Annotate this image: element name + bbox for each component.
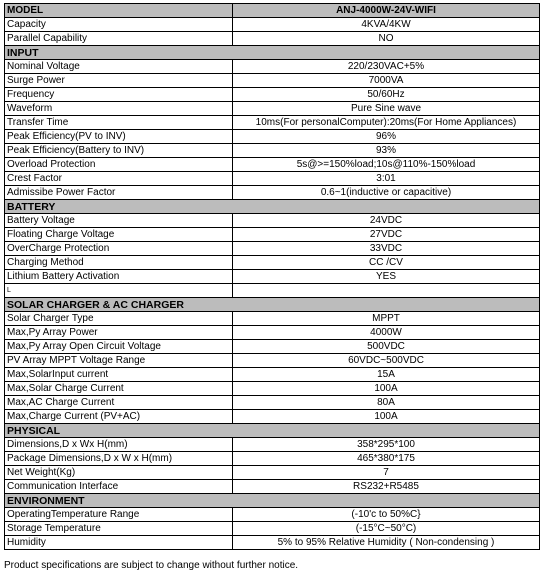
model-value: ANJ-4000W-24V-WIFI (233, 4, 540, 18)
spec-value: CC /CV (233, 256, 540, 270)
spec-value (233, 284, 540, 298)
spec-label: Peak Efficiency(PV to INV) (5, 130, 233, 144)
footer-note: Product specifications are subject to change without further notice. (4, 560, 299, 571)
spec-label: Max,Solar Charge Current (5, 382, 233, 396)
section-title: PHYSICAL (5, 424, 540, 438)
spec-row (5, 74, 540, 88)
section-header-row (5, 424, 540, 438)
spec-value: 220/230VAC+5% (233, 60, 540, 74)
spec-value: 33VDC (233, 242, 540, 256)
spec-label: Max,Py Array Power (5, 326, 233, 340)
spec-label: OverCharge Protection (5, 242, 233, 256)
spec-row (5, 144, 540, 158)
spec-value: MPPT (233, 312, 540, 326)
spec-value: 5s@>=150%load;10s@110%-150%load (233, 158, 540, 172)
spec-label: Humidity (5, 536, 233, 550)
spec-row (5, 382, 540, 396)
spec-row (5, 60, 540, 74)
spec-row (5, 102, 540, 116)
spec-label: Max,AC Charge Current (5, 396, 233, 410)
spec-label: Max,Py Array Open Circuit Voltage (5, 340, 233, 354)
spec-row (5, 480, 540, 494)
spec-row (5, 228, 540, 242)
spec-label: Frequency (5, 88, 233, 102)
spec-label: Max,Charge Current (PV+AC) (5, 410, 233, 424)
section-header-row (5, 200, 540, 214)
spec-row (5, 396, 540, 410)
spec-value: 24VDC (233, 214, 540, 228)
spec-row (5, 172, 540, 186)
spec-row (5, 340, 540, 354)
section-header-row (5, 46, 540, 60)
spec-row (5, 508, 540, 522)
spec-value: 100A (233, 410, 540, 424)
spec-label: Crest Factor (5, 172, 233, 186)
spec-value: 465*380*175 (233, 452, 540, 466)
spec-label: Capacity (5, 18, 233, 32)
spec-value: RS232+R5485 (233, 480, 540, 494)
spec-value: 80A (233, 396, 540, 410)
spec-value: 7000VA (233, 74, 540, 88)
spec-value: 96% (233, 130, 540, 144)
spec-label: L (5, 284, 233, 298)
spec-label: PV Array MPPT Voltage Range (5, 354, 233, 368)
spec-value: Pure Sine wave (233, 102, 540, 116)
spec-label: Dimensions,D x Wx H(mm) (5, 438, 233, 452)
spec-value: 7 (233, 466, 540, 480)
section-title: ENVIRONMENT (5, 494, 540, 508)
spec-value: 358*295*100 (233, 438, 540, 452)
spec-value: 93% (233, 144, 540, 158)
spec-value: 5% to 95% Relative Humidity ( Non-condensing ) (233, 536, 540, 550)
spec-value: 100A (233, 382, 540, 396)
spec-row (5, 214, 540, 228)
spec-value: 3:01 (233, 172, 540, 186)
spec-row (5, 536, 540, 550)
spec-row (5, 354, 540, 368)
spec-label: Lithium Battery Activation (5, 270, 233, 284)
spec-value: YES (233, 270, 540, 284)
spec-row (5, 18, 540, 32)
spec-row (5, 368, 540, 382)
spec-value: NO (233, 32, 540, 46)
spec-label: Nominal Voltage (5, 60, 233, 74)
section-title: BATTERY (5, 200, 540, 214)
spec-label: Solar Charger Type (5, 312, 233, 326)
spec-label: Overload Protection (5, 158, 233, 172)
spec-row (5, 32, 540, 46)
spec-row (5, 466, 540, 480)
spec-value: 500VDC (233, 340, 540, 354)
section-title: INPUT (5, 46, 540, 60)
section-title: SOLAR CHARGER & AC CHARGER (5, 298, 540, 312)
spec-table-body (5, 4, 540, 550)
spec-sheet (4, 3, 539, 550)
spec-row (5, 130, 540, 144)
spec-row (5, 270, 540, 284)
spec-label: OperatingTemperature Range (5, 508, 233, 522)
spec-label: Storage Temperature (5, 522, 233, 536)
spec-row (5, 410, 540, 424)
spec-label: Max,SolarInput current (5, 368, 233, 382)
spec-label: Transfer Time (5, 116, 233, 130)
model-header-row (5, 4, 540, 18)
spec-value: 4000W (233, 326, 540, 340)
spec-label: Waveform (5, 102, 233, 116)
spec-row (5, 116, 540, 130)
spec-row (5, 312, 540, 326)
spec-label: Communication Interface (5, 480, 233, 494)
spec-value: 27VDC (233, 228, 540, 242)
spec-value: 15A (233, 368, 540, 382)
spec-label: Admissibe Power Factor (5, 186, 233, 200)
spec-row (5, 256, 540, 270)
spec-label: Battery Voltage (5, 214, 233, 228)
section-header-row (5, 494, 540, 508)
spec-row (5, 242, 540, 256)
section-header-row (5, 298, 540, 312)
spec-label: Parallel Capability (5, 32, 233, 46)
model-label: MODEL (5, 4, 233, 18)
spec-row (5, 452, 540, 466)
spec-label: Package Dimensions,D x W x H(mm) (5, 452, 233, 466)
spec-label: Peak Efficiency(Battery to INV) (5, 144, 233, 158)
spec-value: 10ms(For personalComputer):20ms(For Home Appliances) (233, 116, 540, 130)
spec-row (5, 522, 540, 536)
spec-row (5, 88, 540, 102)
spec-value: 4KVA/4KW (233, 18, 540, 32)
spec-label: Net Weight(Kg) (5, 466, 233, 480)
spec-value: 0.6~1(inductive or capacitive) (233, 186, 540, 200)
spec-row (5, 326, 540, 340)
spec-row (5, 284, 540, 298)
spec-row (5, 186, 540, 200)
spec-table (4, 3, 540, 550)
spec-label: Floating Charge Voltage (5, 228, 233, 242)
spec-value: 50/60Hz (233, 88, 540, 102)
spec-value: 60VDC~500VDC (233, 354, 540, 368)
spec-label: Charging Method (5, 256, 233, 270)
spec-value: (-15°C~50°C) (233, 522, 540, 536)
spec-row (5, 438, 540, 452)
spec-label: Surge Power (5, 74, 233, 88)
spec-value: (-10'c to 50%C} (233, 508, 540, 522)
spec-row (5, 158, 540, 172)
